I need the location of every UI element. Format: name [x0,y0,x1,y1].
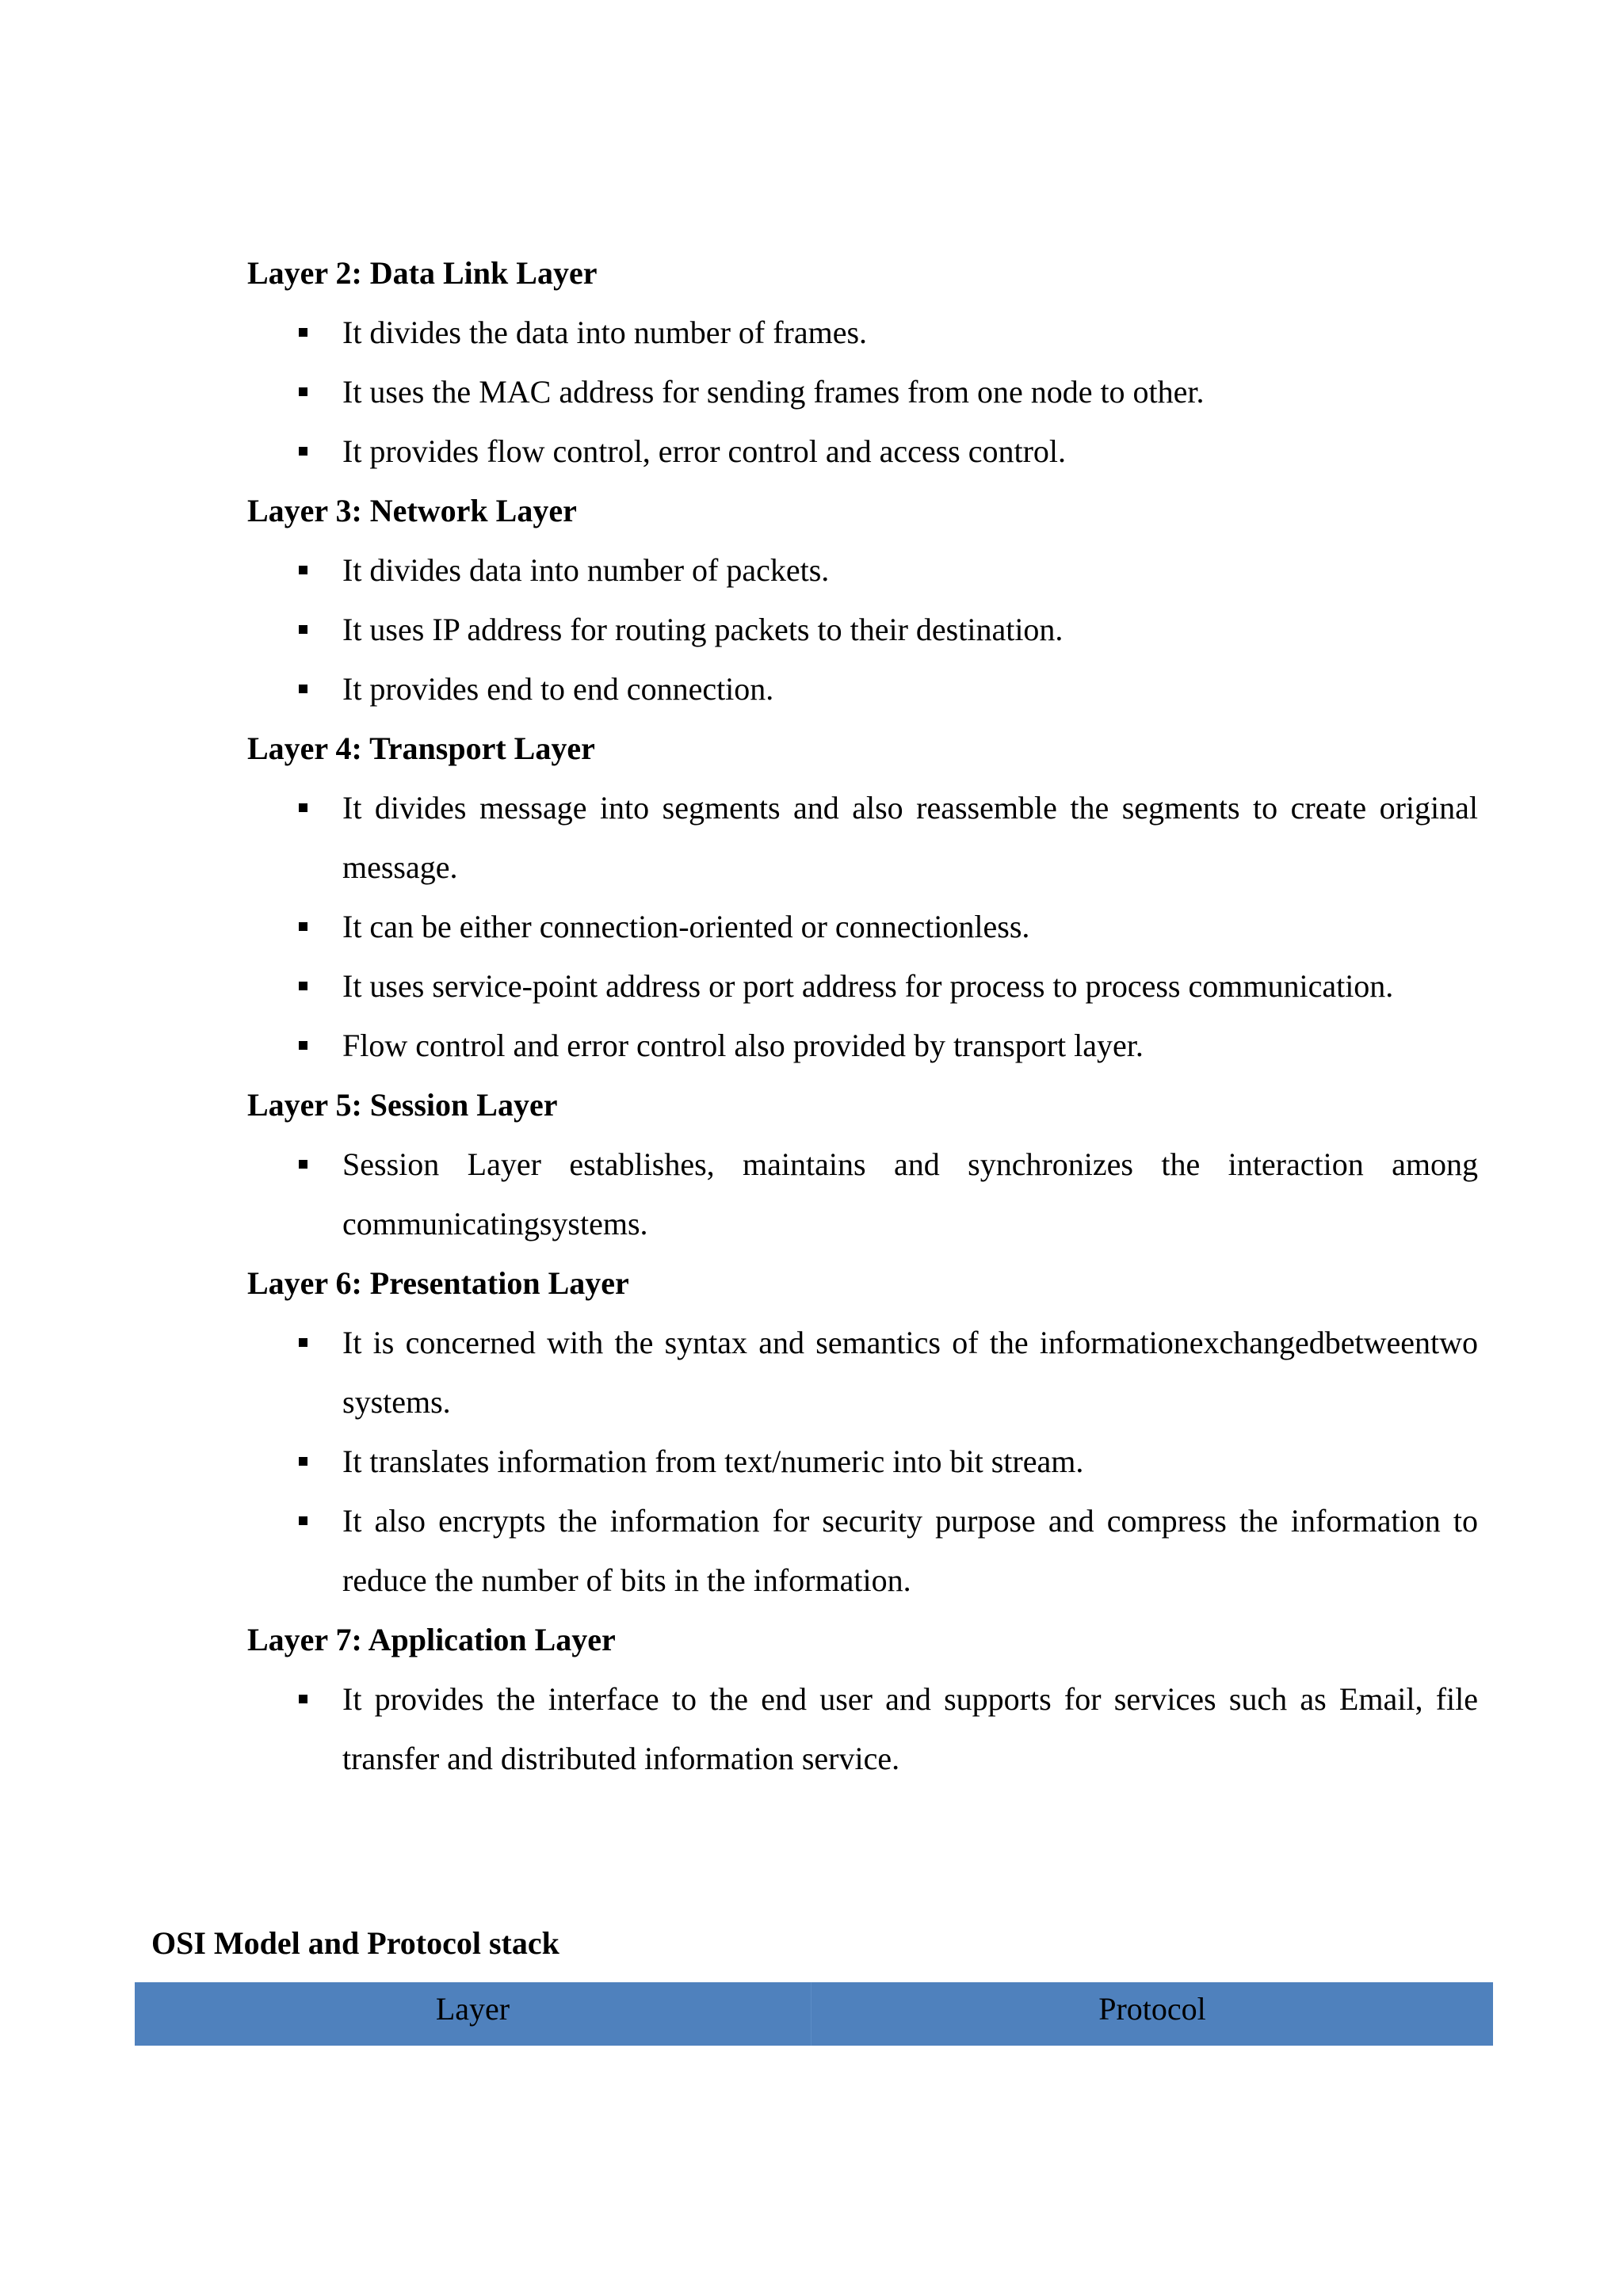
section-heading: Layer 3: Network Layer [247,493,577,528]
square-bullet-icon [299,1338,307,1347]
list-item [0,421,1623,481]
square-bullet-icon [299,447,307,456]
square-bullet-icon [299,982,307,990]
list-item-text: It divides message into segments and also reassemble the segments to create original message. [342,790,1478,885]
list-item [0,1016,1623,1075]
square-bullet-icon [299,566,307,574]
bullet-list [0,1669,1623,1788]
square-bullet-icon [299,685,307,693]
list-item [0,1432,1623,1491]
list-item [0,1313,1623,1432]
section-heading: Layer 7: Application Layer [247,1622,616,1657]
list-item [0,600,1623,659]
column-header-layer: Layer [135,1982,812,2046]
list-item-text: Flow control and error control also provided by transport layer. [342,1028,1144,1063]
list-item-text: It uses IP address for routing packets to their destination. [342,612,1064,647]
list-item-text: It also encrypts the information for security purpose and compress the information to reduce the number of bits in the information. [342,1503,1478,1598]
list-item [0,956,1623,1016]
list-item-text: It provides end to end connection. [342,671,774,707]
list-item [0,659,1623,719]
list-item [0,362,1623,421]
section-heading: Layer 5: Session Layer [247,1087,558,1123]
square-bullet-icon [299,328,307,337]
square-bullet-icon [299,387,307,396]
list-item-text: It can be either connection-oriented or connectionless. [342,909,1030,944]
section-layer-3 [0,481,1623,719]
list-item [0,303,1623,362]
square-bullet-icon [299,1516,307,1525]
list-item-text: Session Layer establishes, maintains and synchronizes the interaction among communicatingsystems. [342,1146,1478,1241]
square-bullet-icon [299,625,307,634]
list-item [0,897,1623,956]
section-layer-5 [0,1075,1623,1253]
square-bullet-icon [299,1457,307,1466]
section-layer-2 [0,243,1623,481]
square-bullet-icon [299,1041,307,1050]
bullet-list [0,1135,1623,1253]
protocol-stack-table [135,1982,1493,2046]
list-item-text: It translates information from text/numeric into bit stream. [342,1444,1084,1479]
section-heading: Layer 6: Presentation Layer [247,1265,629,1301]
layers-list [0,243,1623,1788]
column-header-protocol: Protocol [1098,1991,1206,2027]
list-item-text: It provides the interface to the end user and supports for services such as Email, file transfer and distributed information service. [342,1681,1478,1776]
list-item-text: It uses service-point address or port address for process to process communication. [342,968,1394,1004]
list-item-text: It provides flow control, error control and access control. [342,433,1067,469]
section-heading: Layer 2: Data Link Layer [247,255,598,291]
bullet-list [0,778,1623,1075]
bullet-list [0,1313,1623,1610]
bullet-list [0,540,1623,719]
list-item-text: It divides data into number of packets. [342,552,830,588]
list-item-text: It divides the data into number of frames. [342,315,868,350]
square-bullet-icon [299,1695,307,1703]
table-header-row [135,1982,1493,2046]
list-item [0,540,1623,600]
list-item [0,1669,1623,1788]
section-layer-6 [0,1253,1623,1610]
list-item [0,778,1623,897]
section-layer-7 [0,1610,1623,1788]
bullet-list [0,303,1623,481]
square-bullet-icon [299,803,307,812]
list-item-text: It uses the MAC address for sending frames from one node to other. [342,374,1205,410]
square-bullet-icon [299,1160,307,1169]
protocol-stack-title: OSI Model and Protocol stack [151,1925,559,1961]
square-bullet-icon [299,922,307,931]
list-item [0,1491,1623,1610]
list-item [0,1135,1623,1253]
section-heading: Layer 4: Transport Layer [247,730,595,766]
section-layer-4 [0,719,1623,1075]
list-item-text: It is concerned with the syntax and semantics of the informationexchangedbetweentwo systems. [342,1325,1478,1420]
